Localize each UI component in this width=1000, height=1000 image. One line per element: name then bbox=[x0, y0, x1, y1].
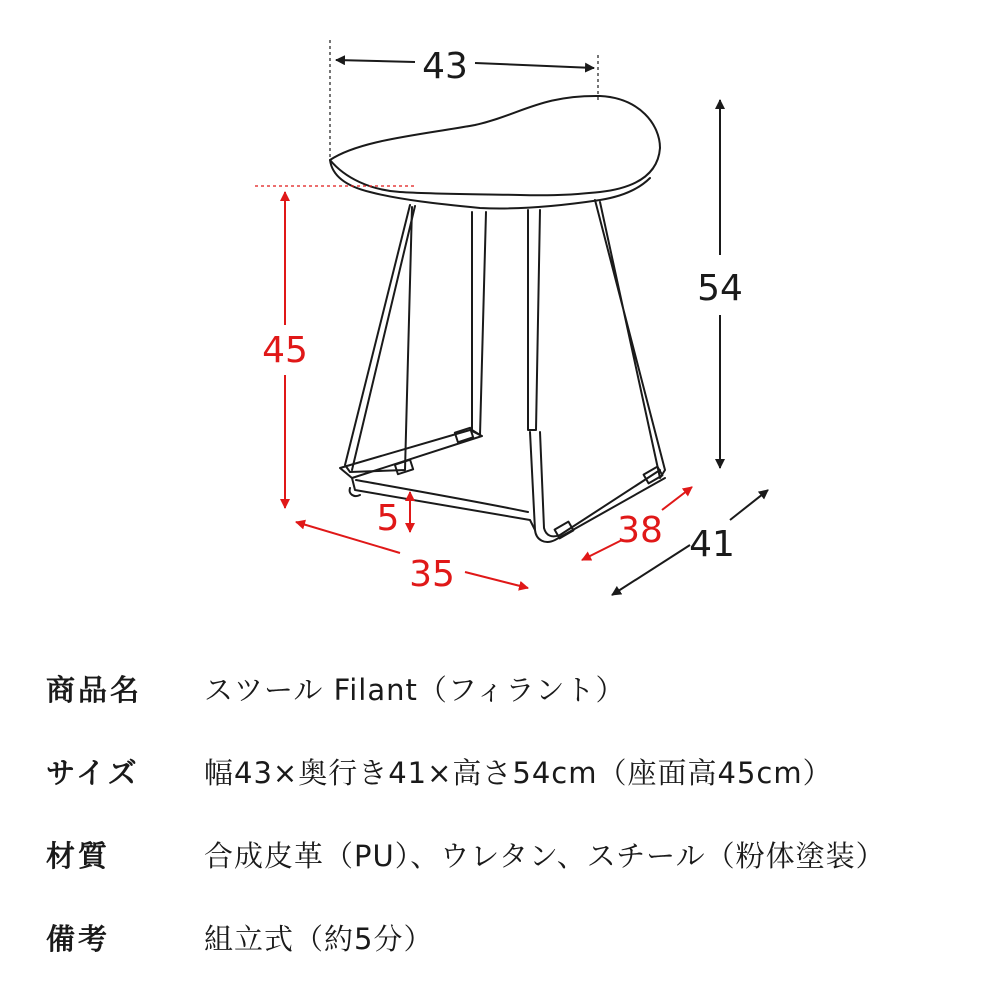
spec-row-notes bbox=[46, 917, 966, 961]
stool-illustration bbox=[330, 96, 665, 542]
spec-label: 材質 bbox=[46, 839, 111, 873]
spec-row-material bbox=[46, 834, 966, 878]
spec-value: スツール Filant（フィラント） bbox=[204, 673, 626, 707]
dim-base-width-label: 35 bbox=[409, 554, 455, 595]
dim-base-depth-label: 38 bbox=[617, 510, 663, 551]
leg-back-left bbox=[472, 212, 486, 435]
spec-value: 幅43×奥行き41×高さ54cm（座面高45cm） bbox=[204, 756, 833, 790]
spec-value: 合成皮革（PU）、ウレタン、スチール（粉体塗装） bbox=[204, 839, 886, 873]
spec-row-product-name bbox=[46, 668, 966, 712]
dim-base-depth-group bbox=[582, 487, 692, 560]
dim-height-label: 54 bbox=[697, 268, 743, 309]
spec-row-size bbox=[46, 751, 966, 795]
seat-top bbox=[330, 96, 660, 195]
seat-edge bbox=[330, 160, 650, 209]
dim-base-width-group bbox=[296, 522, 528, 595]
foot-pad bbox=[555, 522, 574, 539]
dim-foot-height-label: 5 bbox=[376, 498, 400, 539]
leg-front-left bbox=[345, 205, 412, 472]
leg-back-right bbox=[528, 210, 540, 430]
spec-label: 備考 bbox=[46, 922, 111, 956]
spec-value: 組立式（約5分） bbox=[204, 922, 434, 956]
dim-seat-height-label: 45 bbox=[262, 330, 308, 371]
dim-depth-label: 41 bbox=[689, 524, 735, 565]
leg-front-right bbox=[595, 200, 665, 478]
spec-label: 商品名 bbox=[46, 673, 143, 707]
dim-width-label: 43 bbox=[422, 46, 468, 87]
dim-seat-height-group bbox=[255, 186, 415, 508]
dim-height-group bbox=[697, 100, 743, 468]
foot-pad bbox=[395, 460, 413, 474]
spec-label: サイズ bbox=[46, 756, 140, 790]
